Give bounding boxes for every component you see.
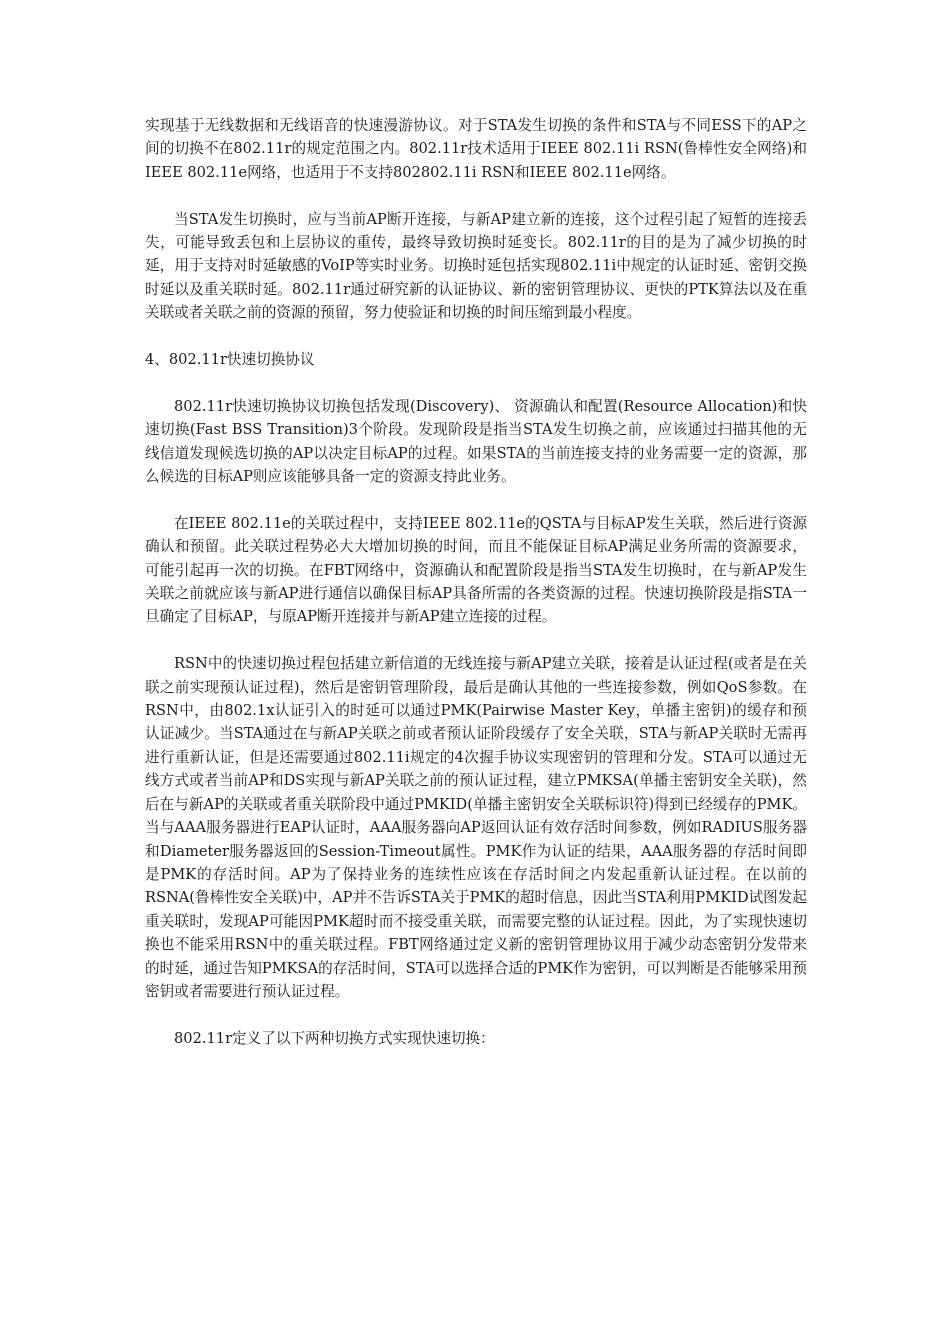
paragraph-methods: 802.11r定义了以下两种切换方式实现快速切换： (174, 1029, 495, 1047)
section-heading: 4、802.11r快速切换协议 (145, 351, 315, 369)
paragraph-qsta: 在IEEE 802.11e的关联过程中，支持IEEE 802.11e的QSTA与目标AP发生关联，然后进行资源确认和预留。此关联过程势必大大增加切换的时间，而且不能保证目标AP满足业务所需的资源要求，可能引起再一次的切换。在FBT网络中，资源确认和配置阶段是指当STA发生切换时，在与新AP发生关联之前就应该与新AP进行通信以确保目标AP具备所需的各类资源的过程。快速切换阶段是指STA一旦确定了目标AP，与原AP断开连接并与新AP建立连接的过程。 (145, 514, 807, 626)
paragraph-rsn: RSN中的快速切换过程包括建立新信道的无线连接与新AP建立关联，接着是认证过程(或者是在关联之前实现预认证过程)，然后是密钥管理阶段，最后是确认其他的一些连接参数，例如QoS参数。在RSN中，由802.1x认证引入的时延可以通过PMK(Pairwise Master Key，单播主密钥)的缓存和预认证减少。当STA通过在与新AP关联之前或者预认证阶段缓存了安全关联，STA与新AP关联时无需再进行重新认证，但是还需要通过802.11i规定的4次握手协议实现密钥的管理和分发。STA可以通过无线方式或者当前AP和DS实现与新AP关联之前的预认证过程，建立PMKSA(单播主密钥安全关联)，然后在与新AP的关联或者重关联阶段中通过PMKID(单播主密钥安全关联标识符)得到已经缓存的PMK。当与AAA服务器进行EAP认证时，AAA服务器向AP返回认证有效存活时间参数，例如RADIUS服务器和Diameter服务器返回的Session-Timeout属性。PMK作为认证的结果，AAA服务器的存活时间即是PMK的存活时间。AP为了保持业务的连续性应该在存活时间之内发起重新认证过程。在以前的RSNA(鲁棒性安全关联)中，AP并不告诉STA关于PMK的超时信息，因此当STA利用PMKID试图发起重关联时，发现AP可能因PMK超时而不接受重关联，而需要完整的认证过程。因此，为了实现快速切换也不能采用RSN中的重关联过程。FBT网络通过定义新的密钥管理协议用于减少动态密钥分发带来的时延，通过告知PMKSA的存活时间，STA可以选择合适的PMK作为密钥，可以判断是否能够采用预密钥或者需要进行预认证过程。 (145, 655, 807, 1000)
paragraph-phases: 802.11r快速切换协议切换包括发现(Discovery)、 资源确认和配置(Resource Allocation)和快速切换(Fast BSS Transition)3个阶段。发现阶段是指当STA发生切换之前，应该通过扫描其他的无线信道发现候选切换的AP以决定目标AP的过程。如果STA的当前连接支持的业务需要一定的资源，那么候选的目标AP则应该能够具备一定的资源支持此业务。 (145, 397, 807, 486)
document-page (145, 114, 807, 1074)
paragraph-intro: 实现基于无线数据和无线语音的快速漫游协议。对于STA发生切换的条件和STA与不同ESS下的AP之间的切换不在802.11r的规定范围之内。802.11r技术适用于IEEE 802.11i RSN(鲁棒性安全网络)和IEEE 802.11e网络，也适用于不支持802802.11i RSN和IEEE 802.11e网络。 (145, 117, 807, 181)
paragraph-handover-delay: 当STA发生切换时，应与当前AP断开连接，与新AP建立新的连接，这个过程引起了短暂的连接丢失，可能导致丢包和上层协议的重传，最终导致切换时延变长。802.11r的目的是为了减少切换的时延，用于支持对时延敏感的VoIP等实时业务。切换时延包括实现802.11i中规定的认证时延、密钥交换时延以及重关联时延。802.11r通过研究新的认证协议、新的密钥管理协议、更快的PTK算法以及在重关联或者关联之前的资源的预留，努力使验证和切换的时间压缩到最小程度。 (145, 210, 807, 322)
